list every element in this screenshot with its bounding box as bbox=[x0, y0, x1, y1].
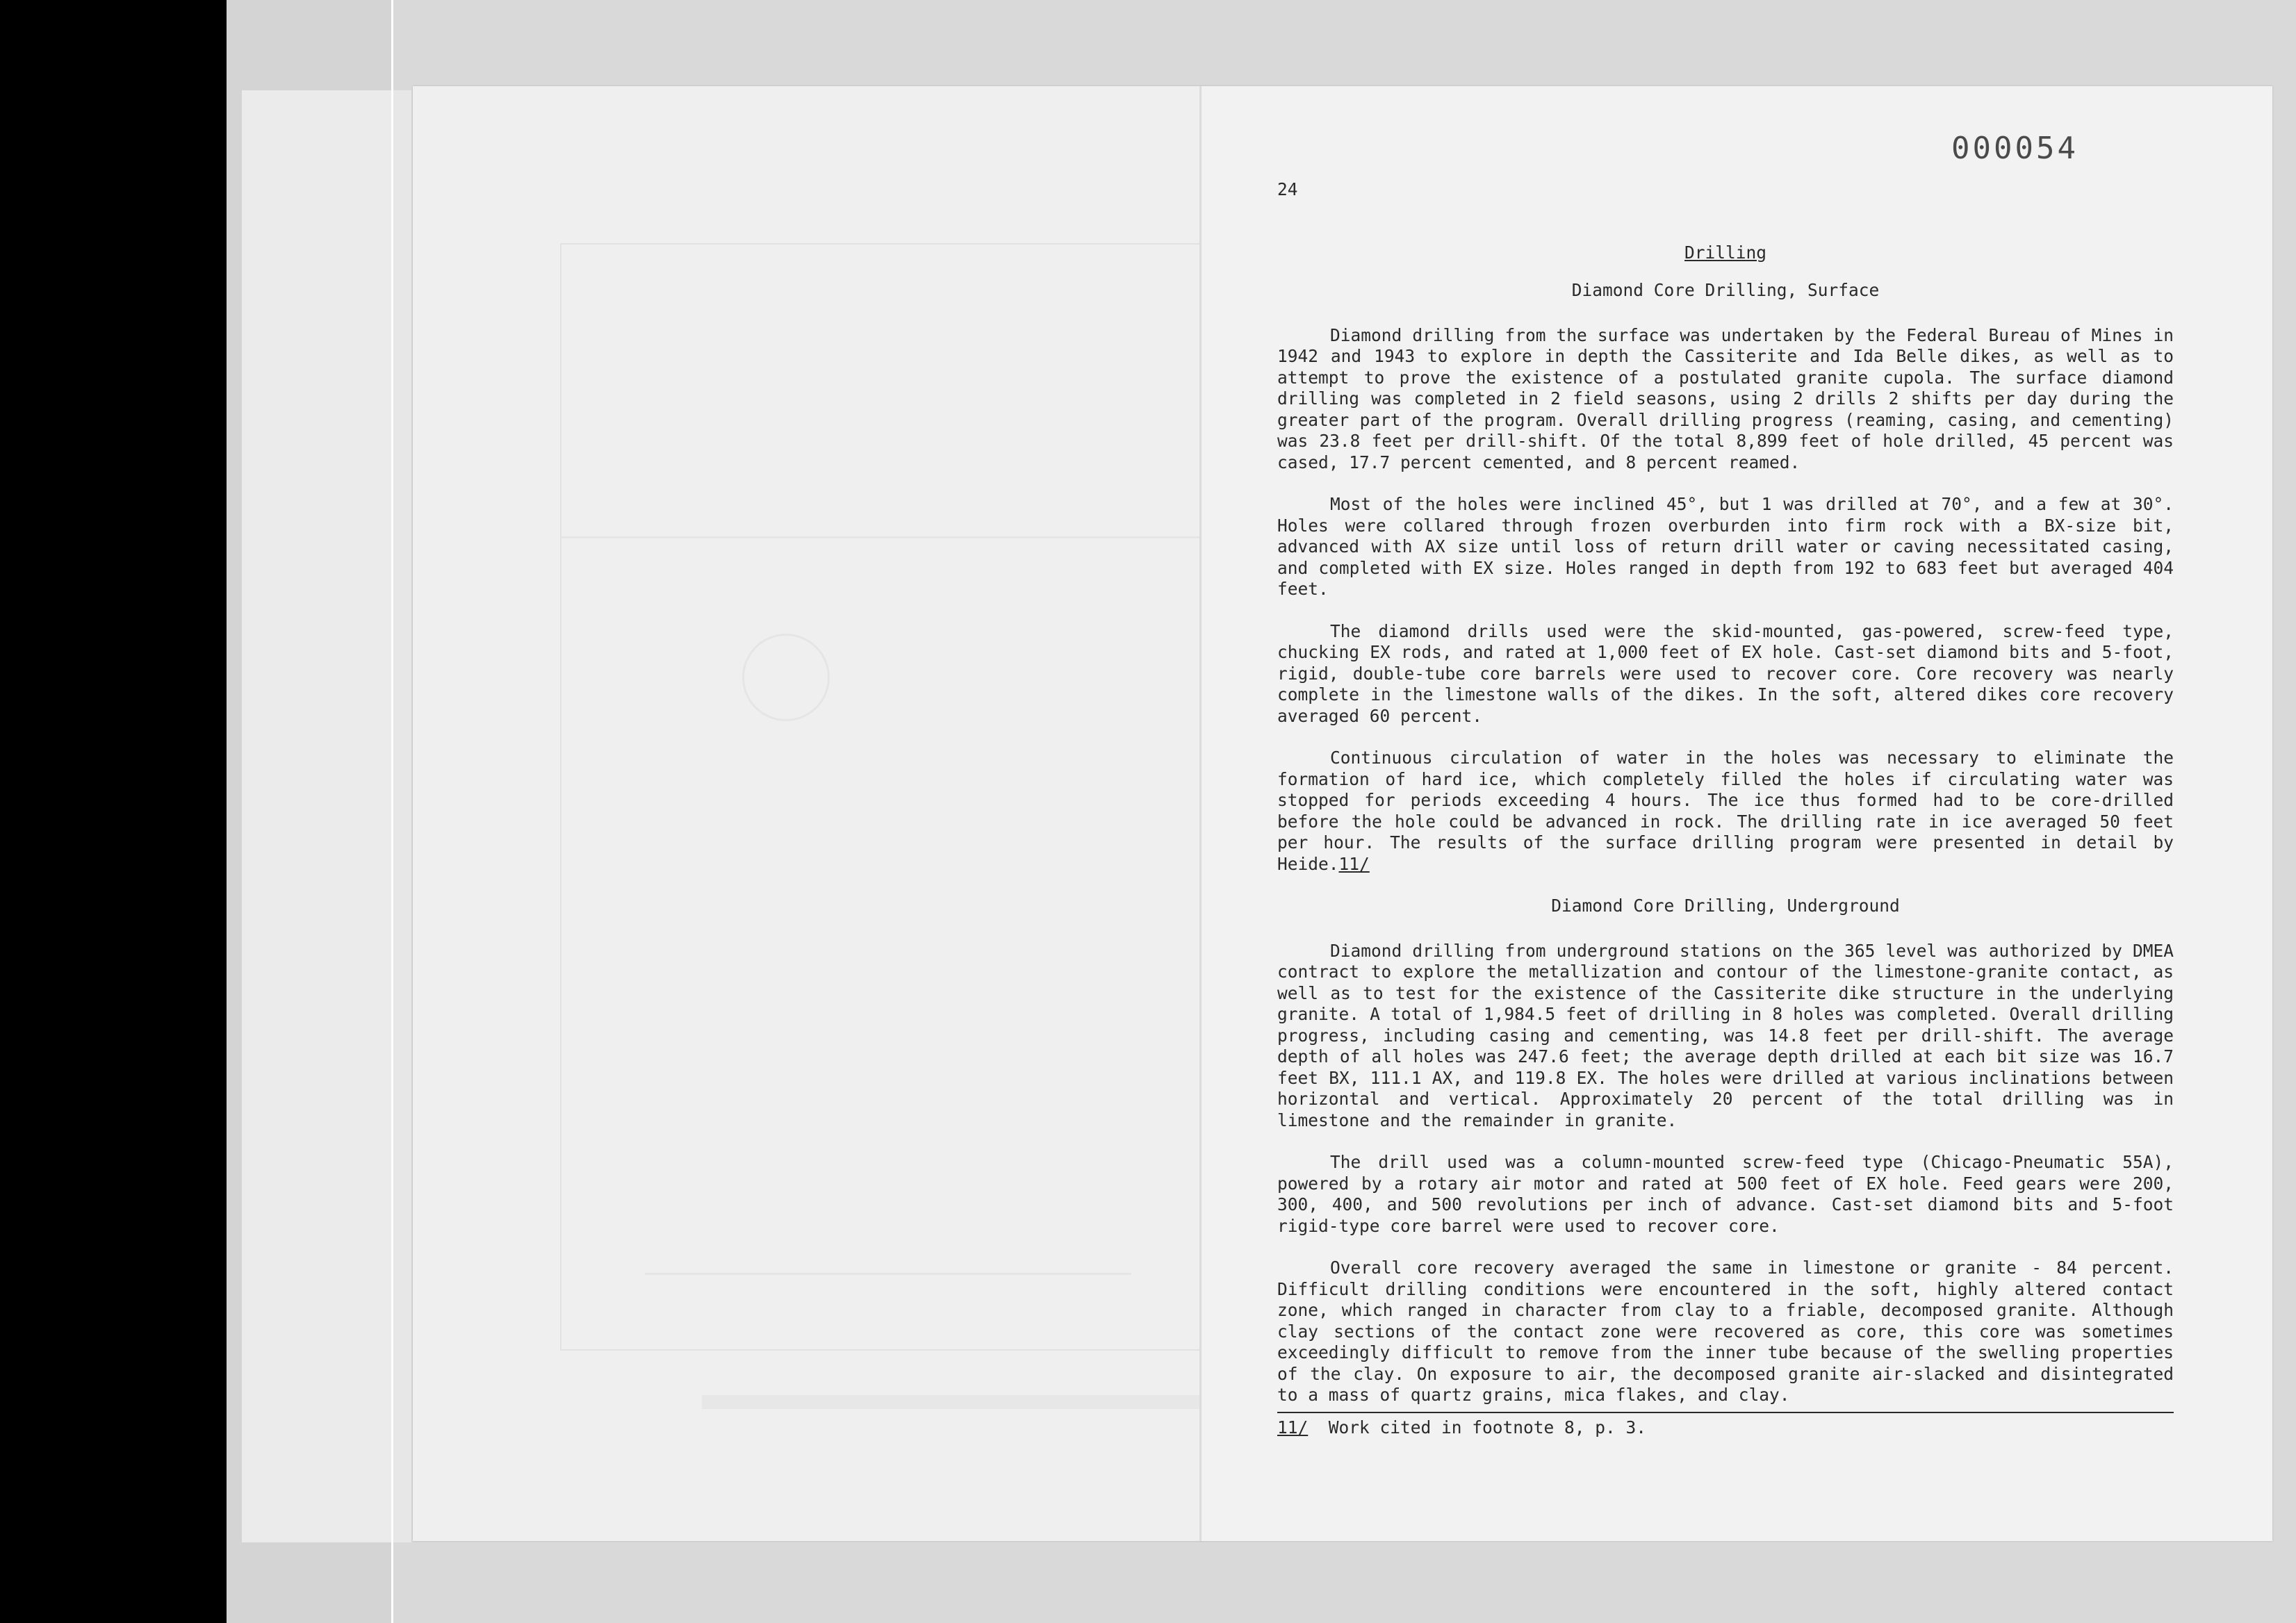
footnote-reference: 11/ bbox=[1338, 853, 1370, 874]
footnote-rule bbox=[1277, 1412, 2174, 1413]
underlying-sheet bbox=[242, 90, 393, 1542]
paragraph: The drill used was a column-mounted screw-feed type (Chicago-Pneumatic 55A), powered by a rotary air motor and rated at 500 feet of EX hole. Feed gears were 200, 300, 400, and 500 revolutions per inch of advance. Cast-set diamond bits and 5-foot rigid-type core barrel were used to recover core. bbox=[1277, 1152, 2174, 1236]
paragraph-text: Continuous circulation of water in the holes was necessary to eliminate the formation of hard ice, which completely filled the holes if circulating water was stopped for periods exceeding 4 hours. The ice thus formed had to be core-drilled before the hole could be advanced in rock. The drilling rate in ice averaged 50 feet per hour. The results of the surface drilling program were presented in detail by Heide. bbox=[1277, 748, 2174, 874]
paragraph: Diamond drilling from the surface was undertaken by the Federal Bureau of Mines in 1942 and 1943 to explore in depth the Cassiterite and Ida Belle dikes, as well as to attempt to prove the existence of a postulated granite cupola. The surface diamond drilling was completed in 2 field seasons, using 2 drills 2 shifts per day during the greater part of the program. Overall drilling progress (reaming, casing, and cementing) was 23.8 feet per drill-shift. Of the total 8,899 feet of hole drilled, 45 percent was cased, 17.7 percent cemented, and 8 percent reamed. bbox=[1277, 324, 2174, 472]
footnote-marker: 11/ bbox=[1277, 1417, 1309, 1437]
paragraph-with-footnote bbox=[1277, 748, 2174, 875]
underlying-sheet-edge bbox=[393, 90, 411, 1542]
paragraph: Most of the holes were inclined 45°, but 1 was drilled at 70°, and a few at 30°. Holes were collared through frozen overburden into firm rock with a BX-size bit, advanced with AX size until loss of return drill water or caving necessitated casing, and completed with EX size. Holes ranged in depth from 192 to 683 feet but averaged 404 feet. bbox=[1277, 494, 2174, 599]
footnote bbox=[1277, 1417, 2174, 1439]
page-heading: Drilling bbox=[1684, 242, 1766, 263]
document-stamp: 000054 bbox=[1951, 131, 2078, 166]
paragraph: The diamond drills used were the skid-mounted, gas-powered, screw-feed type, chucking EX rods, and rated at 1,000 feet of EX hole. Cast-set diamond bits and 5-foot, rigid, double-tube core barrels were used to recover core. Core recovery was nearly complete in the limestone walls of the dikes. In the soft, altered dikes core recovery averaged 60 percent. bbox=[1277, 620, 2174, 726]
section-title-surface: Diamond Core Drilling, Surface bbox=[1571, 280, 1880, 300]
footnote-text: Work cited in footnote 8, p. 3. bbox=[1328, 1417, 1647, 1437]
paragraph: Overall core recovery averaged the same in limestone or granite - 84 percent. Difficult drilling conditions were encountered in the soft, highly altered contact zone, which ranged in character from clay to a friable, decomposed granite. Although clay sections of the contact zone were recovered as core, this core was sometimes exceedingly difficult to remove from the inner tube because of the swelling properties of the clay. On exposure to air, the decomposed granite air-slacked and disintegrated to a mass of quartz grains, mica flakes, and clay. bbox=[1277, 1258, 2174, 1405]
page-fold bbox=[1199, 86, 1202, 1541]
section-title-underground: Diamond Core Drilling, Underground bbox=[1551, 896, 1900, 916]
black-margin-strip bbox=[0, 0, 227, 1623]
page-number: 24 bbox=[1277, 179, 1298, 199]
bleed-through-figure bbox=[560, 243, 1205, 1351]
page-text bbox=[1277, 179, 2174, 1438]
paragraph: Diamond drilling from underground stations on the 365 level was authorized by DMEA contract to explore the metallization and contour of the limestone-granite contact, as well as to test for the existence of the Cassiterite dike structure in the underlying granite. A total of 1,984.5 feet of drilling in 8 holes was completed. Overall drilling progress, including casing and cementing, was 14.8 feet per drill-shift. The average depth of all holes was 247.6 feet; the average depth drilled at each bit size was 16.7 feet BX, 111.1 AX, and 119.8 EX. The holes were drilled at various inclinations between horizontal and vertical. Approximately 20 percent of the total drilling was in limestone and the remainder in granite. bbox=[1277, 940, 2174, 1130]
